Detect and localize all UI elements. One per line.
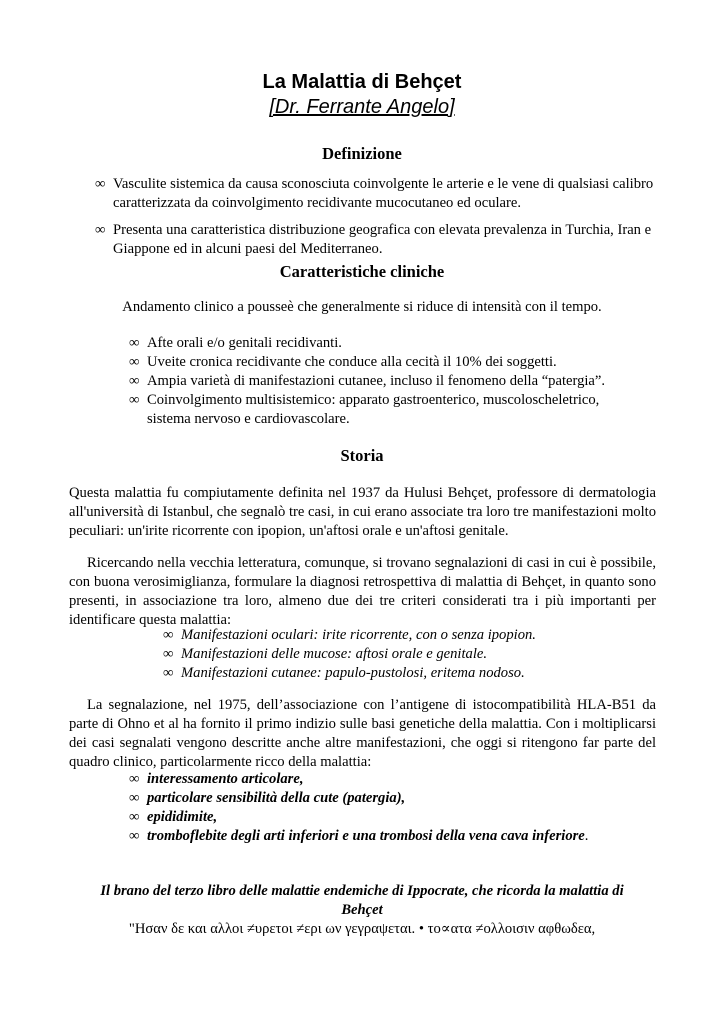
infinity-bullet-icon: ∞ — [129, 828, 140, 844]
list-item: ∞ tromboflebite degli arti inferiori e una trombosi della vena cava inferiore. — [129, 828, 589, 844]
page-title: La Malattia di Behçet — [262, 71, 462, 93]
list-item: ∞ Afte orali e/o genitali recidivanti. — [129, 335, 342, 351]
infinity-bullet-icon: ∞ — [129, 335, 140, 351]
definizione-heading: Definizione — [322, 144, 402, 163]
other-manifestations-list — [129, 770, 649, 846]
list-item: ∞ Uveite cronica recidivante che conduce alla cecità il 10% dei soggetti. — [129, 354, 557, 370]
infinity-bullet-icon: ∞ — [163, 646, 174, 662]
infinity-bullet-icon: ∞ — [129, 392, 140, 408]
storia-paragraph-3: La segnalazione, nel 1975, dell’associazione con l’antigene di istocompatibilità HLA-B51 da parte di Ohno et al ha fornito il primo indizio sulle basi genetiche della malattia. Con i moltiplicarsi dei casi segnalati vengono descritte anche altre manifestazioni, che oggi si ritengono far parte del quadro clinico, particolarmente ricco della malattia: — [69, 697, 656, 770]
infinity-bullet-icon: ∞ — [129, 790, 140, 806]
infinity-bullet-icon: ∞ — [95, 176, 106, 192]
list-item: ∞ Manifestazioni cutanee: papulo-pustolosi, eritema nodoso. — [163, 665, 525, 681]
list-item: ∞ Presenta una caratteristica distribuzione geografica con elevata prevalenza in Turchia, Iran e Giappone ed in alcuni paesi del Mediterraneo. — [95, 222, 652, 257]
title-block — [0, 70, 724, 120]
list-item: ∞ interessamento articolare, — [129, 771, 304, 787]
list-item: ∞ epididimite, — [129, 809, 218, 825]
list-item: ∞ particolare sensibilità della cute (patergia), — [129, 790, 406, 806]
caratteristiche-heading: Caratteristiche cliniche — [279, 262, 445, 281]
caratteristiche-list — [129, 334, 629, 429]
infinity-bullet-icon: ∞ — [163, 665, 174, 681]
definizione-list — [95, 175, 655, 259]
list-item: ∞ Vasculite sistemica da causa sconosciuta coinvolgente le arterie e le vene di qualsiasi calibro caratterizzata da coinvolgimento recidivante mucocutaneo ed oculare. — [95, 176, 654, 211]
infinity-bullet-icon: ∞ — [129, 771, 140, 787]
list-item: ∞ Coinvolgimento multisistemico: apparato gastroenterico, muscoloscheletrico, sistema nervoso e cardiovascolare. — [129, 392, 600, 427]
author-line: [Dr. Ferrante Angelo] — [269, 96, 455, 118]
greek-quote: "Ησαν δε και αλλοι ≠υρετοι ≠ερι ων γεγραψεται. • το∝ατα ≠ολλοισιν αφθωδεα, — [128, 921, 596, 937]
list-item: ∞ Manifestazioni delle mucose: aftosi orale e genitale. — [163, 646, 488, 662]
list-item: ∞ Manifestazioni oculari: irite ricorrente, con o senza ipopion. — [163, 627, 536, 643]
caratteristiche-intro: Andamento clinico a pousseè che generalmente si riduce di intensità con il tempo. — [122, 299, 602, 315]
list-item: ∞ Ampia varietà di manifestazioni cutanee, incluso il fenomeno della “patergia”. — [129, 373, 606, 389]
infinity-bullet-icon: ∞ — [95, 222, 106, 238]
infinity-bullet-icon: ∞ — [129, 354, 140, 370]
closing-heading: Il brano del terzo libro delle malattie endemiche di Ippocrate, che ricorda la malattia di Behçet — [100, 883, 624, 918]
infinity-bullet-icon: ∞ — [129, 809, 140, 825]
infinity-bullet-icon: ∞ — [163, 627, 174, 643]
infinity-bullet-icon: ∞ — [129, 373, 140, 389]
storia-heading: Storia — [340, 446, 384, 465]
criteria-list — [163, 626, 623, 683]
storia-paragraph-2: Ricercando nella vecchia letteratura, comunque, si trovano segnalazioni di casi in cui è possibile, con buona verosimiglianza, formulare la diagnosi retrospettiva di malattia di Behçet, in quanto sono presenti, in associazione tra loro, almeno due dei tre criteri considerati tra i più importanti per identificare questa malattia: — [69, 555, 656, 628]
storia-paragraph-1: Questa malattia fu compiutamente definita nel 1937 da Hulusi Behçet, professore di dermatologia all'università di Istanbul, che segnalò tre casi, in cui erano associate tra loro tre manifestazioni molto peculiari: un'irite ricorrente con ipopion, un'aftosi orale e un'aftosi genitale. — [69, 485, 656, 539]
